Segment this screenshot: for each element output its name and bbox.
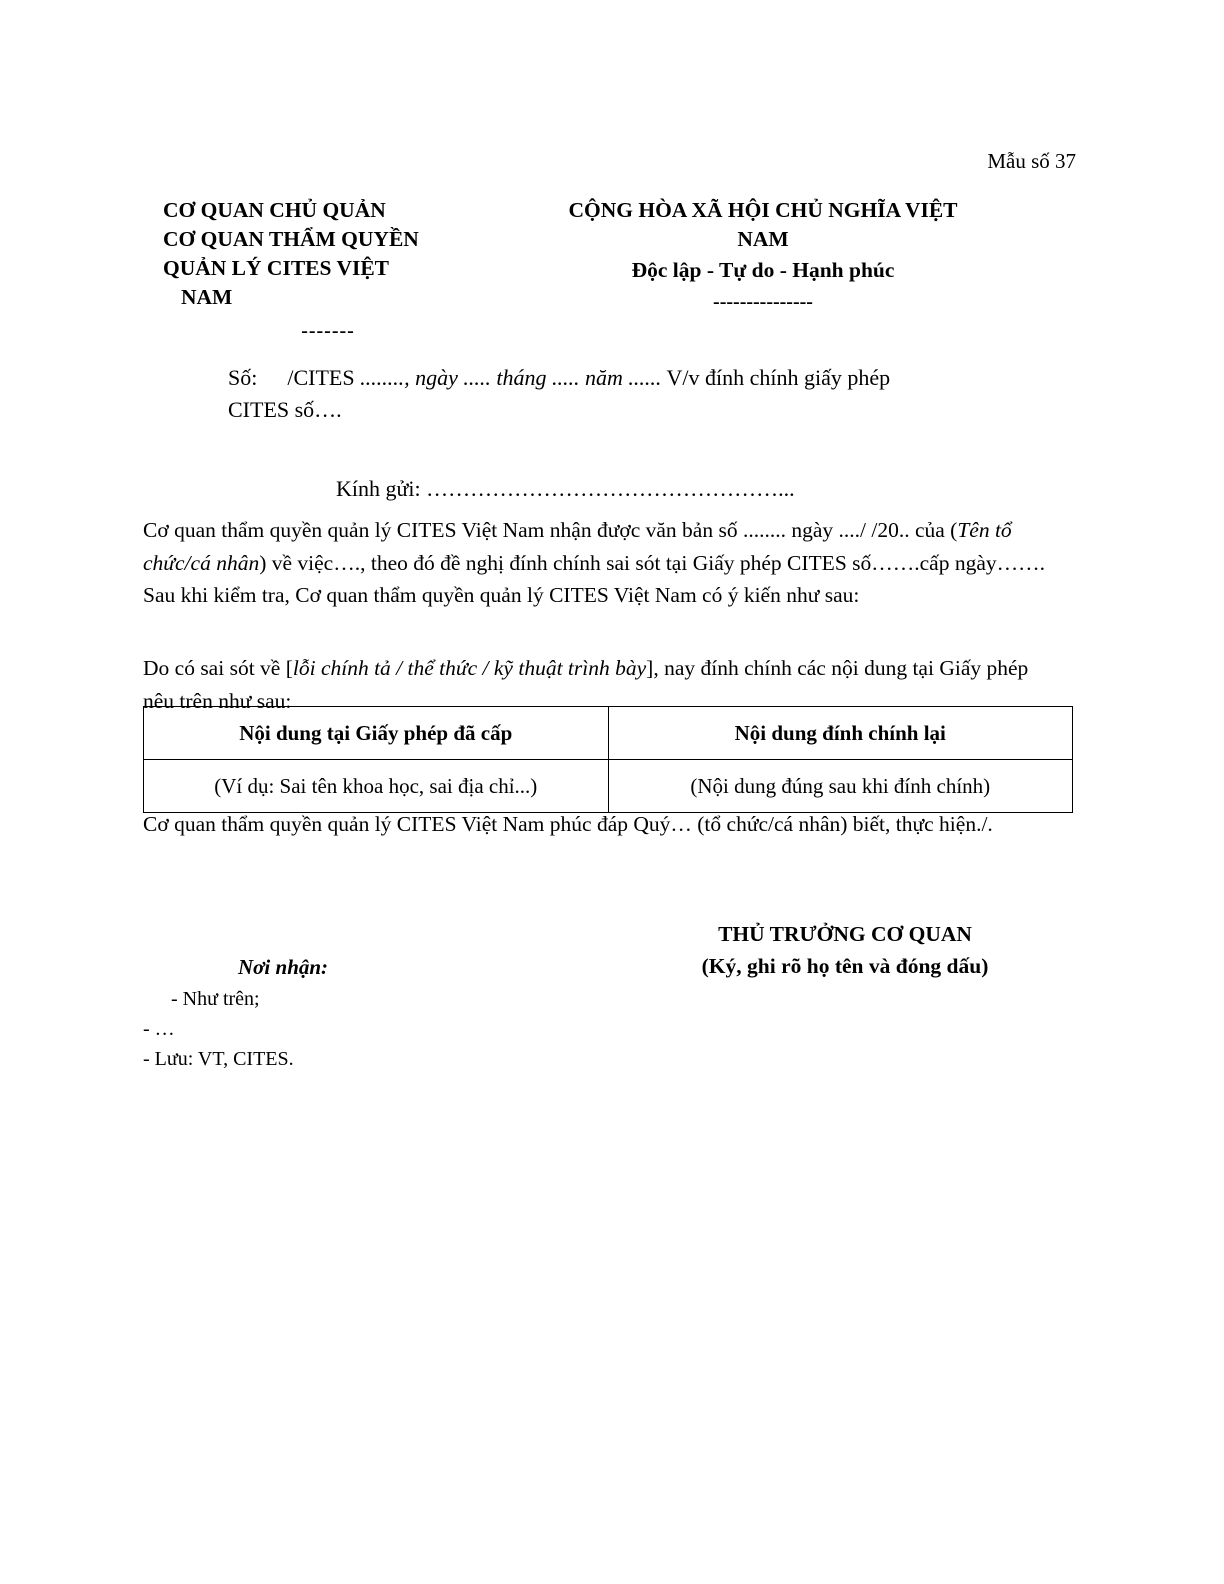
signature-block [610, 918, 1080, 983]
issuing-authority-block [143, 196, 473, 345]
authority-line-3: QUẢN LÝ CITES VIỆT [163, 256, 390, 281]
closing-line-1: Cơ quan thẩm quyền quản lý CITES Việt Nam phúc đáp Quý… (tổ chức/cá nhân) biết, [143, 812, 891, 836]
recipients-item-2: - … [143, 1017, 175, 1040]
recipient-line [336, 476, 795, 502]
correction-table [143, 706, 1073, 813]
intro-line-3: CITES số…….cấp ngày……. Sau khi kiểm tra, Cơ quan thẩm quyền quản lý CITES Việt [143, 550, 1046, 608]
number-label: Số: [228, 365, 258, 390]
signature-title: THỦ TRƯỞNG CƠ QUAN [718, 922, 972, 946]
authority-line-2: CƠ QUAN THẨM QUYỀN [163, 227, 419, 252]
form-code: Mẫu số 37 [987, 149, 1076, 173]
recipient-dots: …………………………………………... [426, 476, 795, 501]
closing-line-2: thực hiện./. [895, 812, 993, 836]
table-col-corrected: Nội dung đính chính lại [608, 707, 1073, 760]
date-placeholder: ........, ngày ..... tháng ..... năm ...... [360, 365, 662, 390]
paragraph-intro [143, 514, 1048, 612]
paragraph-closing [143, 808, 1048, 841]
signature-note: (Ký, ghi rõ họ tên và đóng dấu) [701, 954, 989, 979]
recipients-item-3: - Lưu: VT, CITES. [143, 1047, 294, 1070]
document-header [143, 196, 1083, 345]
intro-line-1: Cơ quan thẩm quyền quản lý CITES Việt Nam nhận được văn bản số ........ ngày ..../ /20.. [143, 518, 910, 542]
document-number-line [228, 362, 1028, 426]
intro-line-2b: ) về việc…., theo đó đề nghị đính chính sai sót tại Giấy phép [259, 550, 782, 575]
subject-text: V/v đính chính giấy phép [666, 365, 891, 390]
national-motto: Độc lập - Tự do - Hạnh phúc [631, 258, 895, 283]
number-value: /CITES [287, 365, 355, 390]
national-header-block [473, 196, 1033, 316]
reason-line-a: Do có sai sót về [ [143, 656, 293, 680]
subject-text-line2: CITES số…. [228, 396, 342, 422]
reason-line-2: Giấy phép nêu trên như sau: [143, 656, 1029, 713]
table-cell-corrected: (Nội dung đúng sau khi đính chính) [608, 760, 1073, 813]
national-divider: --------------- [713, 291, 813, 314]
table-col-original: Nội dung tại Giấy phép đã cấp [144, 707, 609, 760]
intro-line-2a: của ( [914, 518, 958, 542]
recipient-label: Kính gửi: [336, 476, 421, 501]
table-cell-original: (Ví dụ: Sai tên khoa học, sai địa chỉ...) [144, 760, 609, 813]
recipients-heading: Nơi nhận: [238, 955, 329, 979]
reason-italic: lỗi chính tả / thể thức / kỹ thuật trình bày [292, 656, 647, 680]
country-name-line-1: CỘNG HÒA XÃ HỘI CHỦ NGHĨA VIỆT [568, 198, 958, 222]
authority-line-1: CƠ QUAN CHỦ QUẢN [163, 198, 386, 222]
recipients-item-1: - Như trên; [171, 987, 260, 1010]
authority-divider: ------- [301, 320, 355, 343]
intro-line-2-italic: Tên tổ chức/cá nhân [143, 518, 1012, 575]
intro-line-4: Nam có ý kiến như sau: [654, 583, 860, 608]
country-name-line-2: NAM [737, 227, 789, 252]
authority-line-4: NAM [181, 285, 233, 310]
recipients-block [143, 952, 573, 1074]
correction-table-wrapper [143, 706, 1073, 813]
reason-line-b: ], nay đính chính các nội dung tại [646, 656, 934, 680]
table-header-row [144, 707, 1073, 760]
table-row [144, 760, 1073, 813]
